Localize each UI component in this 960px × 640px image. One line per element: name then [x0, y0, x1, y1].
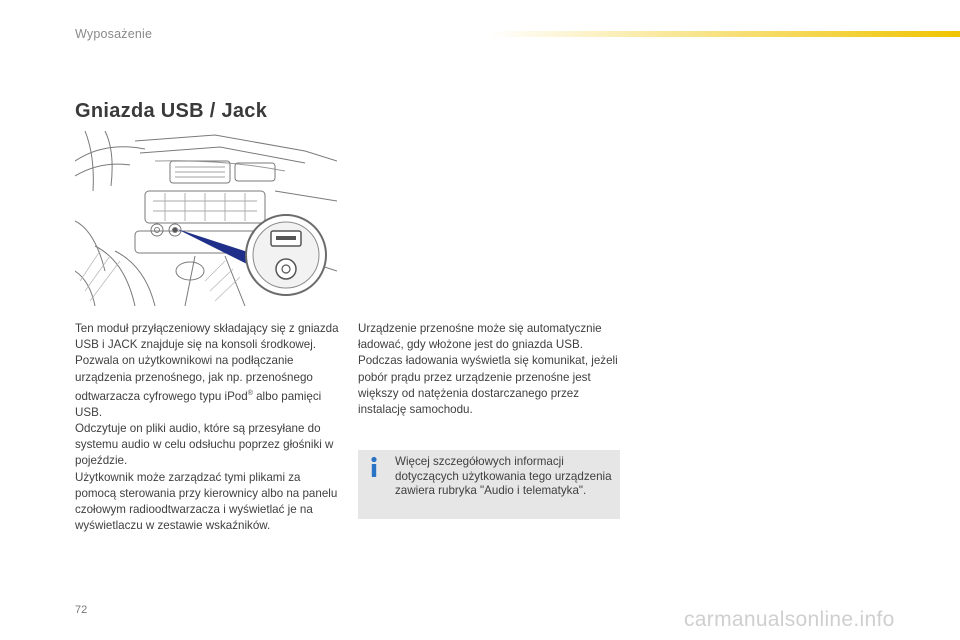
info-note [358, 450, 620, 519]
section-label: Wyposażenie [75, 27, 153, 41]
usb-socket-zoom [246, 215, 326, 295]
paragraph: Podczas ładowania wyświetla się komunikat, jeżeli pobór prądu przez urządzenie przenośne jest większy od natężenia dostarczanego przez instalację samochodu. [358, 354, 618, 417]
header-accent-bar [490, 31, 960, 37]
pointer-wedge [177, 229, 257, 267]
page-number: 72 [75, 604, 88, 616]
right-column-text [358, 321, 626, 418]
paragraph: Ten moduł przyłączeniowy składający się z gniazda USB i JACK znajduje się na konsoli środkowej. [75, 322, 339, 352]
info-icon [366, 456, 382, 478]
left-column-text [75, 321, 343, 535]
usb-jack-illustration [75, 131, 337, 306]
paragraph: Pozwala on użytkownikowi na podłączanie urządzenia przenośnego, jak np. przenośnego odtwarzacza cyfrowego typu iPod® albo pamięci USB. [75, 354, 322, 419]
console-drawing [75, 131, 337, 306]
paragraph: Odczytuje on pliki audio, które są przesyłane do systemu audio w celu odsłuchu poprzez głośniki w pojeździe. [75, 422, 334, 468]
watermark: carmanualsonline.info [684, 608, 895, 631]
paragraph: Urządzenie przenośne może się automatycznie ładować, gdy włożone jest do gniazda USB. [358, 322, 602, 352]
info-text: Więcej szczegółowych informacji dotyczących użytkowania tego urządzenia zawiera rubryka "Audio i telematyka". [395, 455, 612, 498]
paragraph: Użytkownik może zarządzać tymi plikami za pomocą sterowania przy kierownicy albo na panelu czołowym radioodtwarzacza i wyświetlać je na wyświetlaczu w zestawie wskaźników. [75, 470, 338, 533]
page-title: Gniazda USB / Jack [75, 100, 268, 122]
